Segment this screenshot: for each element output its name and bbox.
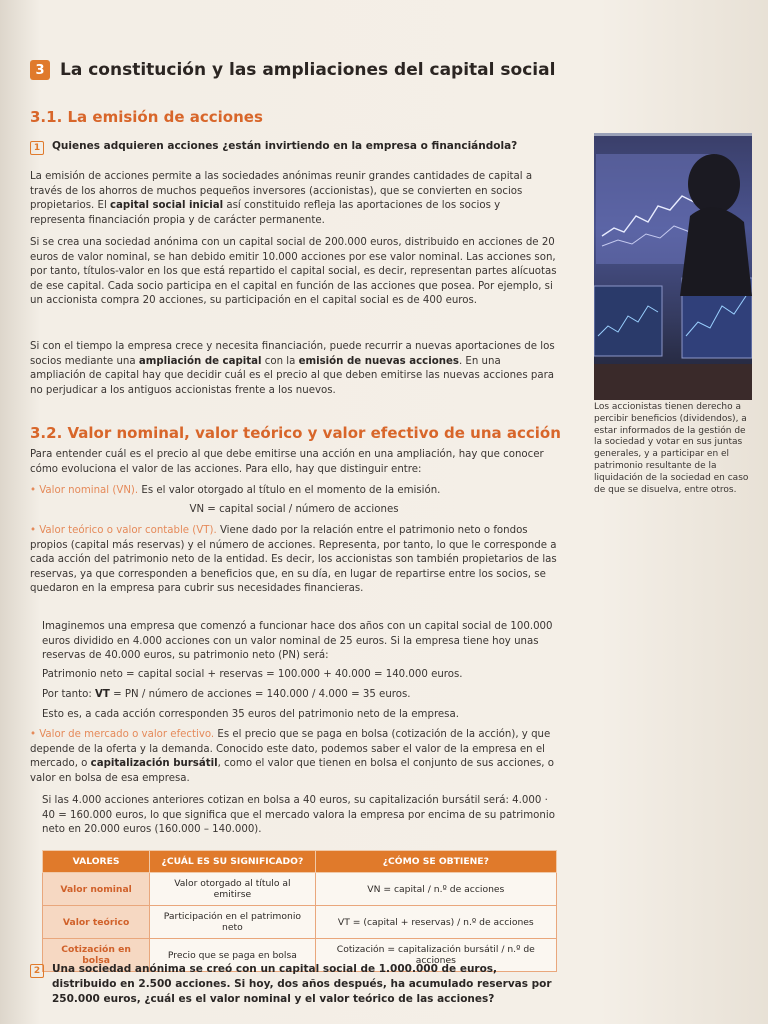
paragraph-example-capital: Si se crea una sociedad anónima con un capital social de 200.000 euros, distribuido en acciones de 20 euros de valor nominal, se han debido emitir 10.000 acciones por ese valor nominal. Las acciones son, por tanto, títulos-valor en los que está repartido el capital social, es decir, representan partes alícuotas de ese capital. Cada socio participa en el capital en función de las acciones que posea. Por ejemplo, si un accionista compra 20 acciones, su participación en el capital social es de 400 euros. (30, 237, 557, 307)
bullet-3-label: Valor de mercado o valor efectivo. (39, 729, 215, 740)
question-2-text: Una sociedad anónima se creó con un capital social de 1.000.000 de euros, distribuido en 2.500 acciones. Si hoy, dos años después, ha acumulado reservas por 250.000 euros, ¿cuál es el valor nominal y el valor teórico de las acciones? (52, 963, 552, 1005)
p1-text-c: así constituido refleja las aportaciones de los socios y representa financiación propia y de carácter permanente. (30, 200, 501, 226)
table-cell: Precio que se paga en bolsa (150, 939, 315, 972)
line-vt-calc (42, 688, 558, 703)
table-cell: VN = capital / n.º de acciones (315, 873, 556, 906)
table-header: VALORES (43, 851, 150, 873)
vt-calc-bold: VT (95, 689, 110, 700)
line-patrimonio-neto: Patrimonio neto = capital social + reservas = 100.000 + 40.000 = 140.000 euros. (42, 669, 463, 680)
p1-text-a: La emisión de acciones permite a las sociedades anónimas reunir grandes cantidades de capital a través de los ahorros de muchos pequeños inversores (accionistas), que se convierten en socios propietarios. El (30, 171, 533, 212)
bullet-1-text: Es el valor otorgado al título en el momento de la emisión. (138, 485, 441, 496)
photo-caption: Los accionistas tienen derecho a percibir beneficios (dividendos), a estar informados de la gestión de la sociedad y votar en sus juntas generales, y a participar en el patrimonio resultante de la liquidación de la sociedad en caso de que se disuelva, entre otros. (594, 402, 749, 495)
values-summary-table (42, 850, 557, 972)
p3-bold-2: emisión de nuevas acciones (298, 355, 459, 367)
bullet-valor-mercado (30, 728, 558, 786)
table-cell-value-name: Valor teórico (43, 906, 150, 939)
bullet-dot-1: • (30, 485, 40, 496)
table-row (43, 873, 557, 906)
paragraph-example-reserves: Imaginemos una empresa que comenzó a funcionar hace dos años con un capital social de 100.000 euros dividido en 4.000 acciones con un valor nominal de 25 euros. Si la empresa tiene hoy unas reservas de 40.000 euros, su patrimonio neto (PN) será: (42, 621, 553, 662)
vt-calc-c: = PN / número de acciones = 140.000 / 4.000 = 35 euros. (109, 689, 411, 700)
bullet-3-bold: capitalización bursátil (90, 758, 218, 770)
question-1 (30, 140, 558, 155)
p3-text-e: . En una ampliación de capital hay que decidir cuál es el precio al que deben emitirse las nuevas acciones para no perjudicar a los antiguos accionistas frente a los nuevos. (30, 355, 555, 396)
vt-calc-a: Por tanto: (42, 689, 96, 700)
formula-vn: VN = capital social / número de acciones (189, 504, 399, 515)
bullet-3-text-c: , como el valor que tienen en bolsa el conjunto de sus acciones, o valor en bolsa de esa empresa. (30, 758, 554, 784)
table-cell: VT = (capital + reservas) / n.º de acciones (315, 906, 556, 939)
question-2 (30, 962, 558, 1007)
bullet-valor-teorico (30, 524, 558, 597)
table-cell: Participación en el patrimonio neto (150, 906, 315, 939)
p3-bold-1: ampliación de capital (138, 355, 262, 367)
table-header-row (43, 851, 557, 873)
table-header: ¿CUÁL ES SU SIGNIFICADO? (150, 851, 315, 873)
question-1-text: Quienes adquieren acciones ¿están invirtiendo en la empresa o financiándola? (52, 140, 518, 152)
table-cell-value-name: Valor nominal (43, 873, 150, 906)
paragraph-emission (30, 170, 558, 228)
table-row (43, 906, 557, 939)
bullet-3-text-a: Es el precio que se paga en bolsa (cotización de la acción), y que depende de la oferta y la demanda. Conocido este dato, podemos saber el valor de la empresa en el mercado, o (30, 729, 551, 770)
stock-trader-photo (594, 133, 752, 400)
bullet-2-text: Viene dado por la relación entre el patrimonio neto o fondos propios (capital más reservas) y el número de acciones. Representa, por tanto, lo que le corresponde a cada acción del patrimonio neto de la entidad. Es decir, los accionistas son también propietarios de las reservas, ya que corresponden a beneficios que, en su día, en lugar de repartirse entre los socios, se quedaron en la empresa para cubrir sus necesidades financieras. (30, 525, 557, 595)
p3-text-a: Si con el tiempo la empresa crece y necesita financiación, puede recurrir a nuevas aportaciones de los socios mediante una (30, 341, 555, 367)
subsection-title-2: 3.2. Valor nominal, valor teórico y valor efectivo de una acción (30, 424, 561, 442)
table-cell-value-name: Cotización en bolsa (43, 939, 150, 972)
paragraph-intro-values: Para entender cuál es el precio al que debe emitirse una acción en una ampliación, hay que conocer cómo evoluciona el valor de las acciones. Para ello, hay que distinguir entre: (30, 449, 544, 475)
section-number-badge: 3 (30, 60, 50, 80)
bullet-2-label: Valor teórico o valor contable (VT). (39, 525, 217, 536)
paragraph-example-market: Si las 4.000 acciones anteriores cotizan en bolsa a 40 euros, su capitalización bursátil será: 4.000 · 40 = 160.000 euros, lo que significa que el mercado valora la empresa por encima de su patrimonio neto en 20.000 euros (160.000 – 140.000). (42, 795, 555, 836)
table-header: ¿CÓMO SE OBTIENE? (315, 851, 556, 873)
p1-bold: capital social inicial (110, 200, 224, 212)
section-title: La constitución y las ampliaciones del capital social (60, 60, 556, 80)
p3-text-c: con la (261, 355, 299, 367)
subsection-title-1: 3.1. La emisión de acciones (30, 108, 263, 126)
bullet-dot-2: • (30, 525, 40, 536)
bullet-dot-3: • (30, 729, 40, 740)
question-1-number: 1 (30, 141, 44, 155)
question-2-number: 2 (30, 964, 44, 978)
section-heading (30, 60, 555, 80)
trader-illustration (594, 136, 752, 400)
bullet-valor-nominal (30, 484, 558, 499)
bullet-1-label: Valor nominal (VN). (39, 485, 139, 496)
table-cell: Valor otorgado al título al emitirse (150, 873, 315, 906)
line-vt-meaning: Esto es, a cada acción corresponden 35 euros del patrimonio neto de la empresa. (42, 709, 459, 720)
paragraph-ampliacion (30, 340, 558, 398)
table-cell: Cotización = capitalización bursátil / n.º de acciones (315, 939, 556, 972)
